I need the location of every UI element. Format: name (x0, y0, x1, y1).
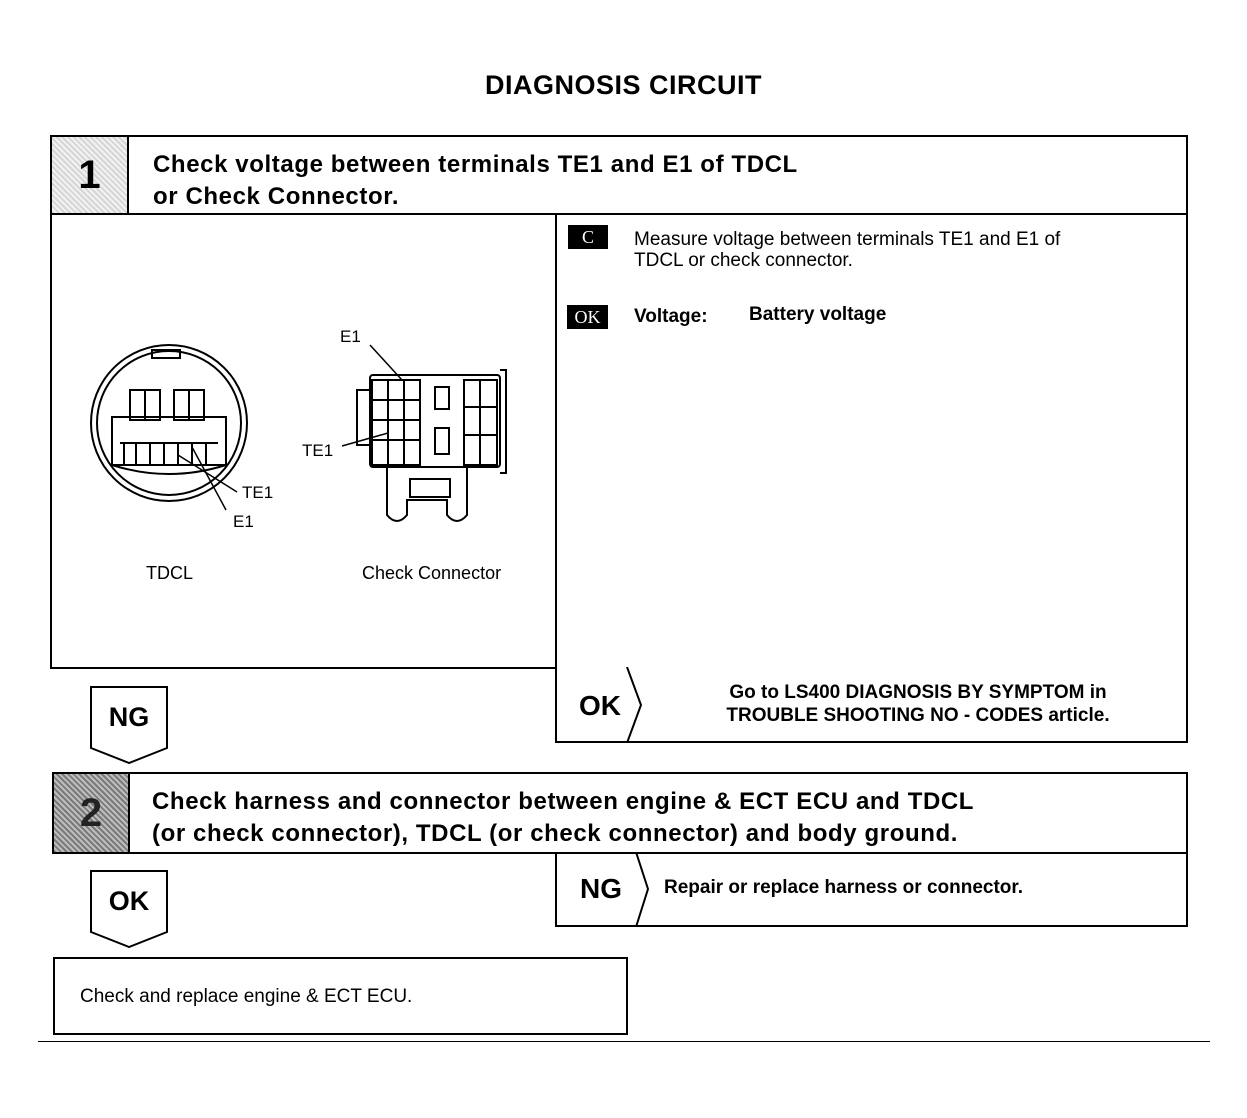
step2-number: 2 (54, 774, 130, 852)
step2-ng-text: Repair or replace harness or connector. (664, 877, 1024, 898)
step1-number: 1 (52, 137, 129, 213)
page-bottom-rule (38, 1041, 1210, 1042)
tdcl-connector-icon (91, 345, 247, 510)
ng-result-right (1186, 852, 1188, 927)
instruction-c-badge: C (568, 225, 608, 249)
cc-te1-label: TE1 (302, 441, 334, 460)
tdcl-te1-label: TE1 (242, 483, 274, 502)
step1-ok-label: OK (579, 690, 621, 721)
ok-text-line2: TROUBLE SHOOTING NO - CODES article. (726, 705, 1110, 726)
step2-ok-label: OK (108, 886, 150, 916)
instruction-line1: Measure voltage between terminals TE1 and E1 of (634, 229, 1061, 250)
step2-title-line2: (or check connector), TDCL (or check connector) and body ground. (152, 820, 959, 847)
instruction-line2: TDCL or check connector. (634, 250, 853, 271)
tdcl-caption: TDCL (146, 563, 194, 583)
step2-ng-label: NG (580, 873, 622, 904)
final-step-box (53, 957, 628, 1035)
final-step-text: Check and replace engine & ECT ECU. (80, 986, 413, 1007)
ng-result-chevron (634, 852, 654, 927)
ng-result-left (555, 852, 557, 927)
step2-title (152, 786, 1182, 850)
ok-result-bottom (555, 741, 1188, 743)
step1-title-line1: Check voltage between terminals TE1 and E1 of TDCL (153, 151, 798, 178)
step1-ng-label: NG (108, 702, 150, 732)
step1-title-line2: or Check Connector. (153, 183, 400, 210)
step1-divider (555, 213, 557, 743)
spec-label: Voltage: (634, 306, 708, 327)
step1-right-border (1186, 213, 1188, 743)
step1-bottom-border (50, 667, 557, 669)
cc-e1-label: E1 (340, 327, 361, 346)
step2-title-line1: Check harness and connector between engine & ECT ECU and TDCL (152, 788, 975, 815)
check-connector-caption: Check Connector (362, 563, 502, 583)
step1-header (50, 135, 1188, 215)
instruction-text (634, 229, 1174, 271)
tdcl-e1-label: E1 (233, 512, 254, 531)
step1-ng-arrow (90, 686, 168, 764)
ok-spec-badge: OK (567, 305, 608, 329)
step2-ok-arrow (90, 870, 168, 948)
step2-header (52, 772, 1188, 854)
step1-title (153, 149, 1173, 213)
spec-value: Battery voltage (749, 304, 887, 325)
page-title: DIAGNOSIS CIRCUIT (484, 70, 762, 100)
check-connector-icon (342, 345, 506, 521)
step1-ok-text (658, 681, 1178, 727)
ok-result-chevron (625, 667, 645, 743)
ok-text-line1: Go to LS400 DIAGNOSIS BY SYMPTOM in (729, 682, 1107, 703)
